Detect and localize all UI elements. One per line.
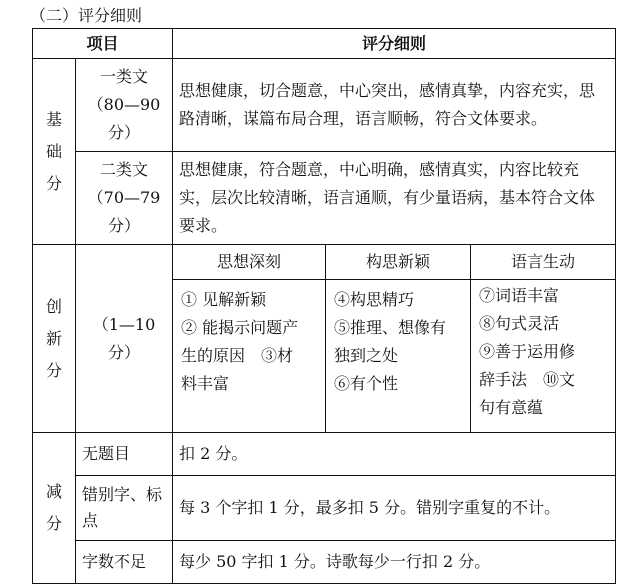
header-item: 项目: [33, 29, 173, 59]
innovation-col-2-header: 构思新颖: [326, 245, 471, 280]
deduction-category-label: 减 分: [33, 433, 76, 584]
section-caption: （二）评分细则: [30, 6, 143, 25]
grade-desc-1: 思想健康，切合题意，中心突出，感情真挚，内容充实，思路清晰，谋篇布局合理，语言顺畅，符合文体要求。: [173, 59, 616, 152]
innovation-col-1-criteria: ① 见解新颖 ② 能揭示问题产 生的原因 ③材 料丰富: [173, 280, 326, 433]
innovation-col-2-criteria: ④构思精巧 ⑤推理、想像有 独到之处 ⑥有个性: [326, 280, 471, 433]
innovation-col-1-header: 思想深刻: [173, 245, 326, 280]
deduction-item-1: 无题目: [76, 433, 173, 476]
grade-name-2: 二类文 （70—79 分）: [76, 152, 173, 245]
basic-category-label: 基 础 分: [33, 59, 76, 245]
innovation-header-row: [33, 245, 616, 280]
deduction-row-3: [33, 541, 616, 584]
deduction-row-2: [33, 476, 616, 541]
deduction-rule-3: 每少 50 字扣 1 分。诗歌每少一行扣 2 分。: [173, 541, 616, 584]
grade-name-1: 一类文 （80—90 分）: [76, 59, 173, 152]
header-rules: 评分细则: [173, 29, 616, 59]
header-row: [33, 29, 616, 59]
deduction-rule-2: 每 3 个字扣 1 分，最多扣 5 分。错别字重复的不计。: [173, 476, 616, 541]
innovation-col-3-header: 语言生动: [471, 245, 616, 280]
deduction-item-2: 错别字、标 点: [76, 476, 173, 541]
innovation-col-3-criteria: ⑦词语丰富 ⑧句式灵活 ⑨善于运用修 辞手法 ⑩文 句有意蕴: [471, 280, 616, 433]
innovation-category-label: 创 新 分: [33, 245, 76, 433]
deduction-row-1: [33, 433, 616, 476]
scoring-rubric-table: [32, 28, 616, 584]
grade-desc-2: 思想健康，符合题意，中心明确，感情真实，内容比较充实，层次比较清晰，语言通顺，有少量语病，基本符合文体要求。: [173, 152, 616, 245]
basic-grade-row-2: [33, 152, 616, 245]
innovation-range: （1—10 分）: [76, 245, 173, 433]
deduction-rule-1: 扣 2 分。: [173, 433, 616, 476]
deduction-item-3: 字数不足: [76, 541, 173, 584]
basic-grade-row-1: [33, 59, 616, 152]
